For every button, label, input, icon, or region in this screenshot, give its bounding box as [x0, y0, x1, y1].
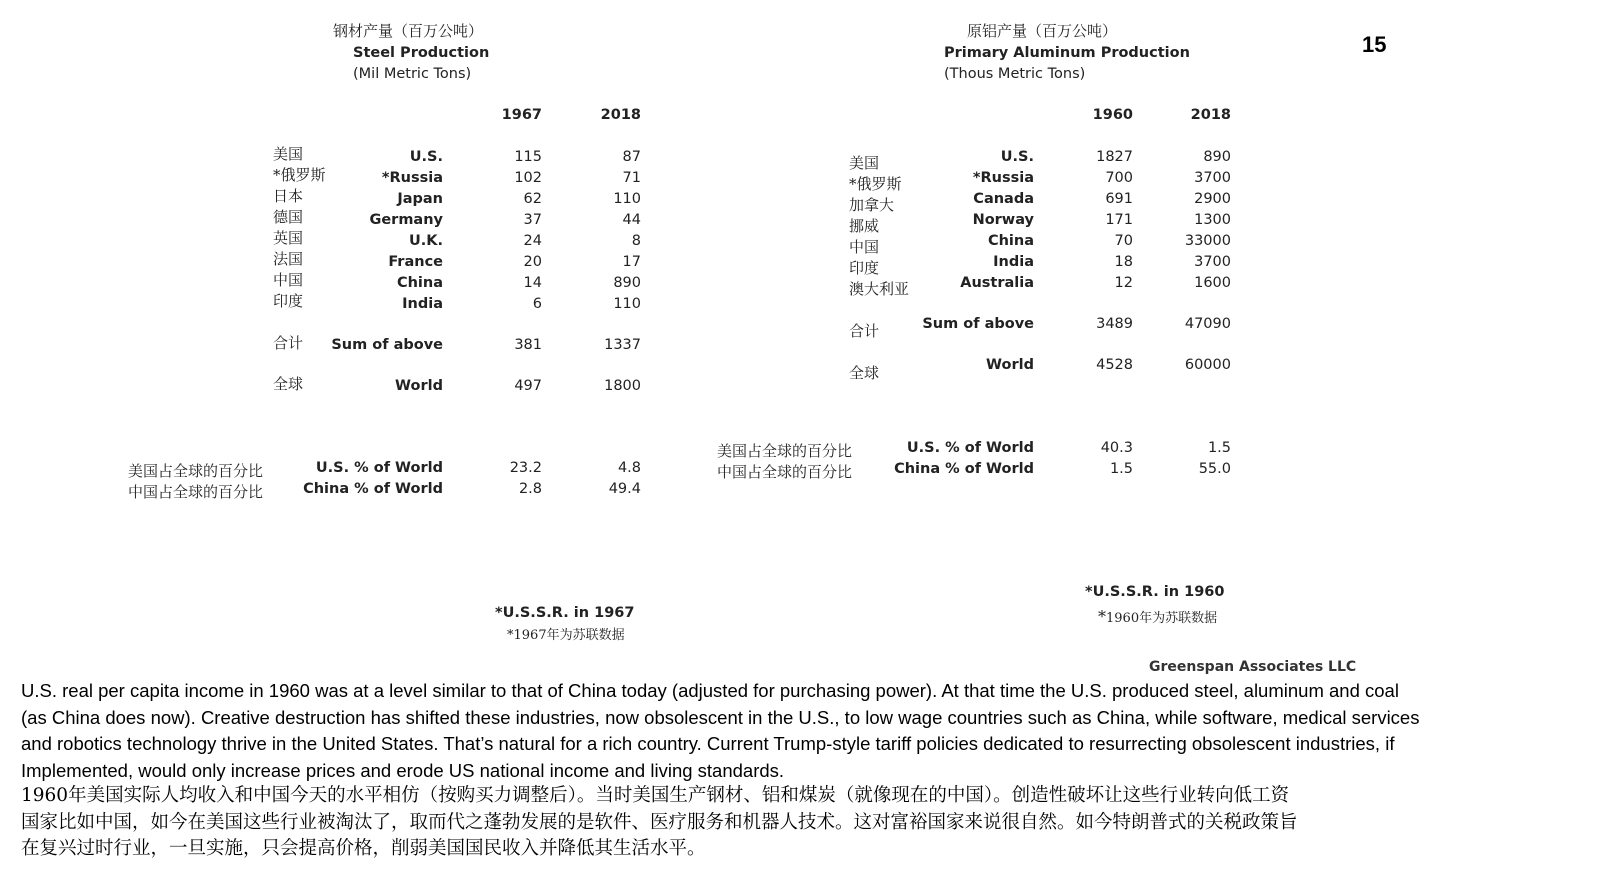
world-value-1960: 4528 [1096, 357, 1133, 373]
pct-value-2018: 1.5 [1207, 440, 1231, 456]
row-label-zh: 中国 [849, 238, 880, 256]
aluminum-title-zh: 原铝产量（百万公吨） [967, 22, 1118, 40]
row-label-en: India [402, 296, 443, 312]
row-label-zh: 德国 [273, 208, 304, 226]
row-label-zh: 美国 [849, 154, 880, 172]
row-value-2018: 110 [613, 296, 641, 312]
row-label-zh: 印度 [273, 292, 304, 310]
row-value-2018: 1600 [1194, 275, 1231, 291]
row-label-zh: *俄罗斯 [849, 175, 902, 193]
pct-value-1967: 23.2 [509, 460, 542, 476]
steel-year-1: 1967 [501, 107, 542, 123]
row-label-zh: 英国 [273, 229, 304, 247]
row-value-2018: 3700 [1194, 170, 1231, 186]
row-value-1967: 20 [523, 254, 542, 270]
aluminum-unit: (Thous Metric Tons) [944, 66, 1086, 82]
row-value-1967: 62 [523, 191, 542, 207]
paragraph-zh-line: 在复兴过时行业，一旦实施，只会提高价格，削弱美国国民收入并降低其生活水平。 [21, 838, 706, 859]
world-value-2018: 60000 [1184, 357, 1231, 373]
world-label-zh: 全球 [849, 364, 880, 382]
sum-label-zh: 合计 [273, 334, 304, 352]
row-label-zh: 日本 [273, 187, 304, 205]
row-label-en: *Russia [381, 170, 443, 186]
row-value-1960: 1827 [1096, 149, 1133, 165]
world-value-2018: 1800 [604, 378, 641, 394]
row-value-1960: 70 [1114, 233, 1133, 249]
row-value-2018: 890 [1203, 149, 1231, 165]
page-number: 15 [1362, 32, 1387, 57]
row-value-2018: 33000 [1184, 233, 1231, 249]
steel-unit: (Mil Metric Tons) [353, 66, 472, 82]
row-value-2018: 44 [622, 212, 641, 228]
world-value-1967: 497 [514, 378, 542, 394]
row-label-zh: 加拿大 [849, 196, 895, 214]
row-label-en: Norway [972, 212, 1034, 228]
row-value-1967: 24 [523, 233, 542, 249]
steel-note-en: *U.S.S.R. in 1967 [495, 605, 635, 621]
row-label-en: Germany [369, 212, 443, 228]
sum-value-1960: 3489 [1096, 316, 1133, 332]
pct-label-zh: 美国占全球的百分比 [128, 462, 264, 480]
row-label-zh: 中国 [273, 271, 304, 289]
row-label-en: Australia [960, 275, 1034, 291]
pct-label-en: U.S. % of World [906, 440, 1034, 456]
row-value-2018: 17 [622, 254, 641, 270]
pct-label-zh: 中国占全球的百分比 [128, 483, 264, 501]
steel-title-en: Steel Production [353, 45, 490, 61]
row-label-en: *Russia [972, 170, 1034, 186]
row-value-1960: 12 [1114, 275, 1133, 291]
aluminum-year-1: 1960 [1092, 107, 1133, 123]
row-value-1967: 6 [532, 296, 542, 312]
row-value-2018: 71 [622, 170, 641, 186]
row-value-1967: 37 [523, 212, 542, 228]
row-label-en: France [388, 254, 443, 270]
aluminum-year-2: 2018 [1190, 107, 1231, 123]
pct-value-2018: 4.8 [617, 460, 641, 476]
steel-title-zh: 钢材产量（百万公吨） [333, 22, 484, 40]
row-label-en: Japan [397, 191, 443, 207]
paragraph-en [21, 678, 1579, 784]
steel-year-2: 2018 [600, 107, 641, 123]
row-value-2018: 87 [622, 149, 641, 165]
row-value-1960: 700 [1105, 170, 1133, 186]
row-value-2018: 110 [613, 191, 641, 207]
aluminum-note-text: 1960年为苏联数据 [1106, 611, 1218, 626]
sum-value-2018: 1337 [604, 337, 641, 353]
sum-label-en: Sum of above [922, 316, 1034, 332]
paragraph-en-line: (as China does now). Creative destruction has shifted these industries, now obsolescent in the U.S., to low wage countries such as China, while software, medical services [21, 706, 1420, 728]
row-label-en: U.S. [409, 149, 443, 165]
row-value-1960: 691 [1105, 191, 1133, 207]
paragraph-en-line: and robotics technology thrive in the United States. That’s natural for a rich country. Current Trump-style tariff policies dedicated to resurrecting obsolescent industries, if [21, 733, 1395, 754]
row-value-1960: 171 [1105, 212, 1133, 228]
row-label-en: India [993, 254, 1034, 270]
sum-label-en: Sum of above [331, 337, 443, 353]
row-value-2018: 3700 [1194, 254, 1231, 270]
row-value-2018: 2900 [1194, 191, 1231, 207]
row-value-1960: 18 [1114, 254, 1133, 270]
sum-value-1967: 381 [514, 337, 542, 353]
pct-value-2018: 49.4 [608, 481, 641, 497]
paragraph-zh [21, 783, 1579, 863]
pct-label-en: U.S. % of World [315, 460, 443, 476]
aluminum-title-en: Primary Aluminum Production [944, 45, 1190, 61]
world-label-en: World [395, 378, 443, 394]
row-label-zh: 印度 [849, 259, 880, 277]
row-value-1967: 115 [514, 149, 542, 165]
footer-credit: Greenspan Associates LLC [1149, 659, 1357, 675]
row-value-1967: 102 [514, 170, 542, 186]
row-label-zh: 美国 [273, 145, 304, 163]
sum-label-zh: 合计 [849, 322, 880, 340]
paragraph-zh-line: 1960年美国实际人均收入和中国今天的水平相仿（按购买力调整后）。当时美国生产钢材、铝和煤炭（就像现在的中国）。创造性破坏让这些行业转向低工资 [21, 785, 1290, 806]
row-label-en: U.K. [408, 233, 443, 249]
row-label-zh: 法国 [273, 250, 304, 268]
row-label-en: China [987, 233, 1034, 249]
pct-value-1960: 1.5 [1109, 461, 1133, 477]
row-label-en: U.S. [1000, 149, 1034, 165]
row-label-zh: *俄罗斯 [273, 166, 326, 184]
row-value-2018: 890 [613, 275, 641, 291]
row-label-zh: 澳大利亚 [849, 280, 910, 298]
paragraph-zh-line: 国家比如中国，如今在美国这些行业被淘汰了，取而代之蓬勃发展的是软件、医疗服务和机器人技术。这对富裕国家来说很自然。如今特朗普式的关税政策旨 [21, 811, 1298, 833]
pct-label-en: China % of World [303, 481, 443, 497]
world-label-zh: 全球 [273, 375, 304, 393]
pct-label-zh: 中国占全球的百分比 [717, 463, 853, 481]
paragraph-en-line: U.S. real per capita income in 1960 was at a level similar to that of China today (adjusted for purchasing power). At that time the U.S. produced steel, aluminum and coal [21, 680, 1399, 701]
pct-label-zh: 美国占全球的百分比 [717, 442, 853, 460]
pct-value-2018: 55.0 [1198, 461, 1231, 477]
pct-value-1967: 2.8 [518, 481, 542, 497]
sum-value-2018: 47090 [1184, 316, 1231, 332]
pct-label-en: China % of World [894, 461, 1034, 477]
aluminum-note-star: * [1098, 607, 1106, 626]
world-label-en: World [986, 357, 1034, 373]
row-value-2018: 1300 [1194, 212, 1231, 228]
aluminum-note-en: *U.S.S.R. in 1960 [1085, 584, 1225, 600]
row-value-2018: 8 [631, 233, 641, 249]
row-label-en: China [396, 275, 443, 291]
row-label-en: Canada [973, 191, 1034, 207]
pct-value-1960: 40.3 [1100, 440, 1133, 456]
paragraph-en-line: Implemented, would only increase prices and erode US national income and living standards. [21, 759, 785, 781]
steel-note-zh: *1967年为苏联数据 [507, 628, 625, 643]
row-label-zh: 挪威 [849, 217, 880, 235]
aluminum-note-zh [1098, 607, 1217, 626]
row-value-1967: 14 [523, 275, 542, 291]
